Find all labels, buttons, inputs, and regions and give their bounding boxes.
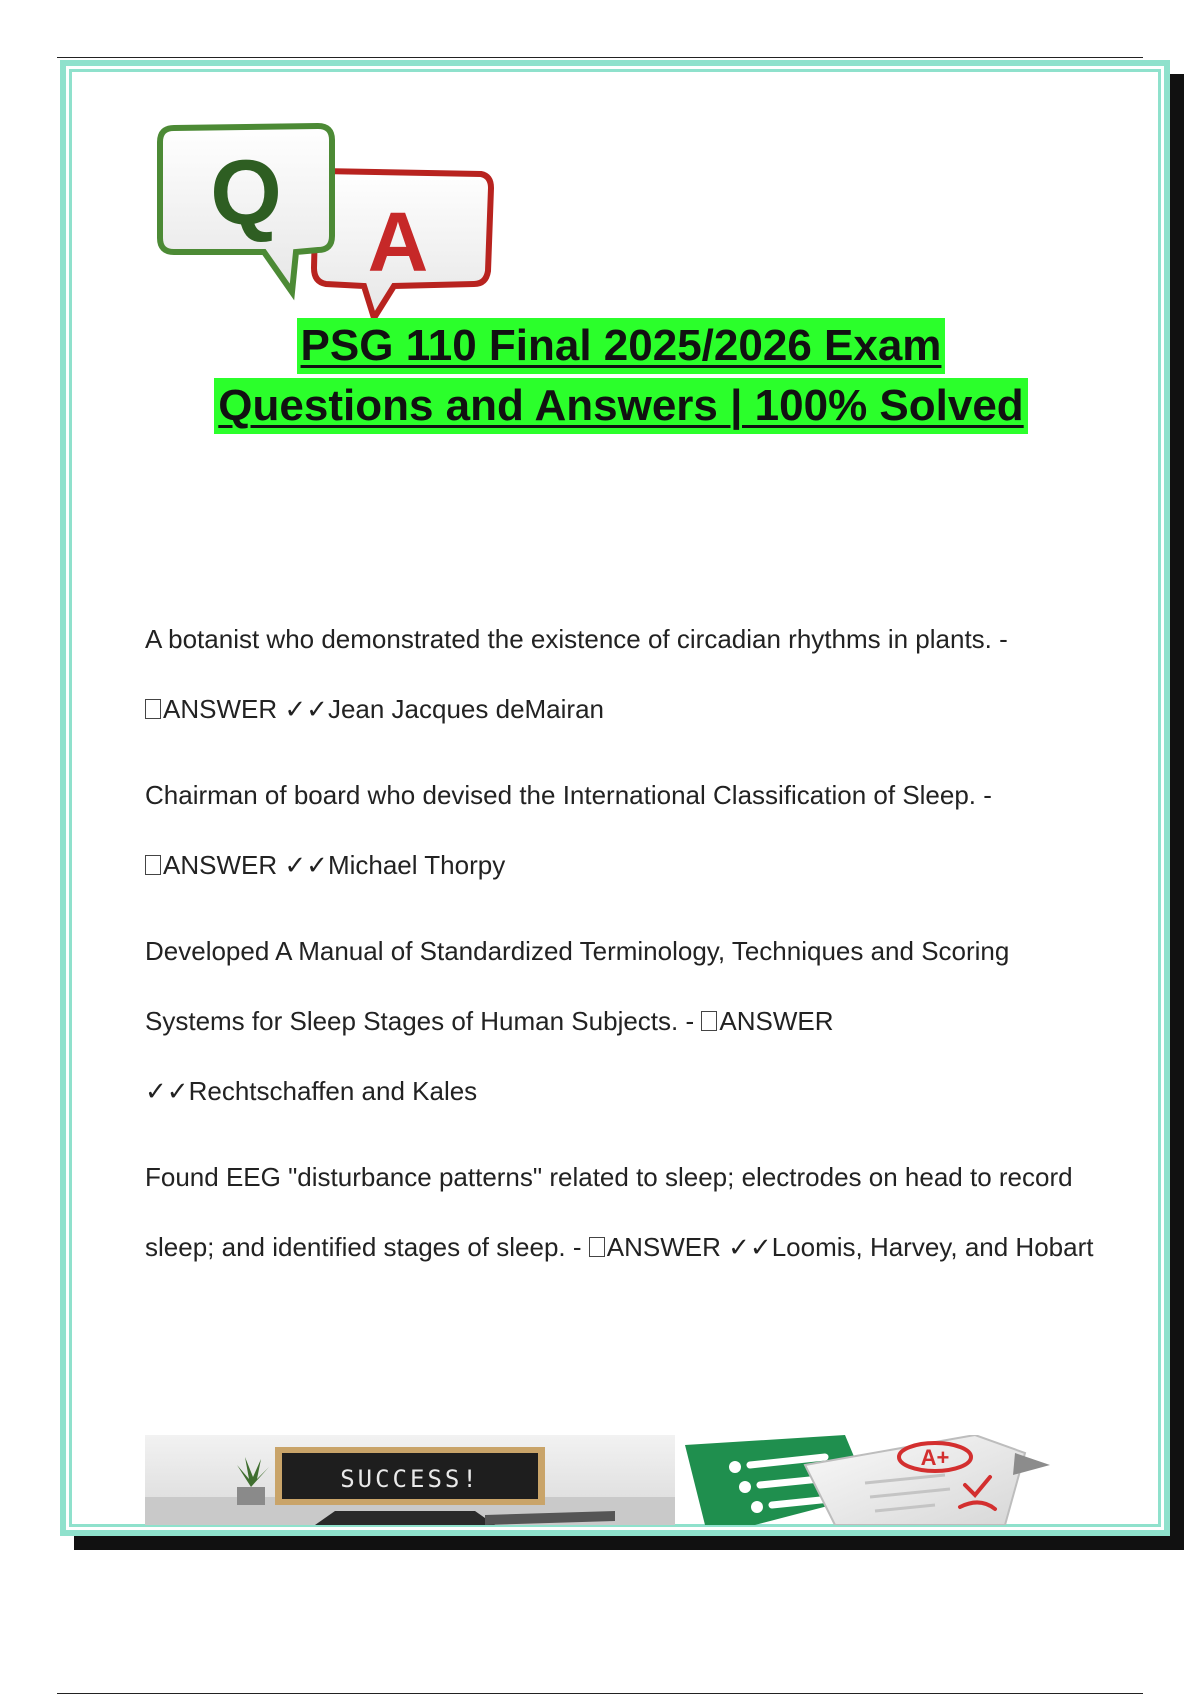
answer-label: ANSWER [606, 1232, 721, 1262]
missing-glyph-icon [145, 855, 161, 875]
missing-glyph-icon [589, 1237, 605, 1257]
answer-text: Michael Thorpy [327, 850, 506, 880]
page-frame [60, 60, 1170, 1536]
a-bubble-icon [314, 171, 491, 318]
chalkboard-text: SUCCESS! [340, 1465, 480, 1493]
qa-item [145, 1142, 1095, 1282]
chalkboard-icon [275, 1447, 545, 1505]
answer-text: Jean Jacques deMairan [327, 694, 604, 724]
check-icon: ✓✓ [284, 850, 328, 880]
top-rule [57, 57, 1143, 58]
q-letter: Q [210, 142, 282, 244]
check-icon: ✓✓ [284, 694, 328, 724]
answer-label: ANSWER [163, 850, 278, 880]
title-line-2: Questions and Answers | 100% Solved [214, 378, 1027, 434]
grade-text: A+ [920, 1445, 950, 1470]
answer-text: Loomis, Harvey, and Hobart [771, 1232, 1094, 1262]
question-text: Found EEG "disturbance patterns" related to sleep; electrodes on head to record sleep; and identified stages of sleep. - [145, 1162, 1073, 1262]
a-letter: A [367, 195, 429, 289]
check-icon: ✓✓ [728, 1232, 772, 1262]
missing-glyph-icon [701, 1011, 717, 1031]
qa-item [145, 916, 1095, 1126]
title-line-1: PSG 110 Final 2025/2026 Exam [297, 318, 946, 374]
success-banner [145, 1435, 1085, 1525]
question-text: A botanist who demonstrated the existence of circadian rhythms in plants. - [145, 624, 1008, 654]
qa-item [145, 760, 1095, 900]
answer-label: ANSWER [163, 694, 278, 724]
question-text: Developed A Manual of Standardized Terminology, Techniques and Scoring Systems for Sleep Stages of Human Subjects. - [145, 936, 1010, 1036]
answer-text: Rechtschaffen and Kales [188, 1076, 478, 1106]
missing-glyph-icon [145, 699, 161, 719]
check-icon: ✓✓ [145, 1076, 189, 1106]
document-title [66, 316, 1176, 436]
qa-item [145, 604, 1095, 744]
q-bubble-icon [160, 126, 332, 292]
bottom-rule [57, 1693, 1143, 1694]
answer-label: ANSWER [719, 1006, 834, 1036]
question-text: Chairman of board who devised the International Classification of Sleep. - [145, 780, 992, 810]
qa-list [145, 604, 1095, 1298]
qa-logo [146, 96, 536, 326]
